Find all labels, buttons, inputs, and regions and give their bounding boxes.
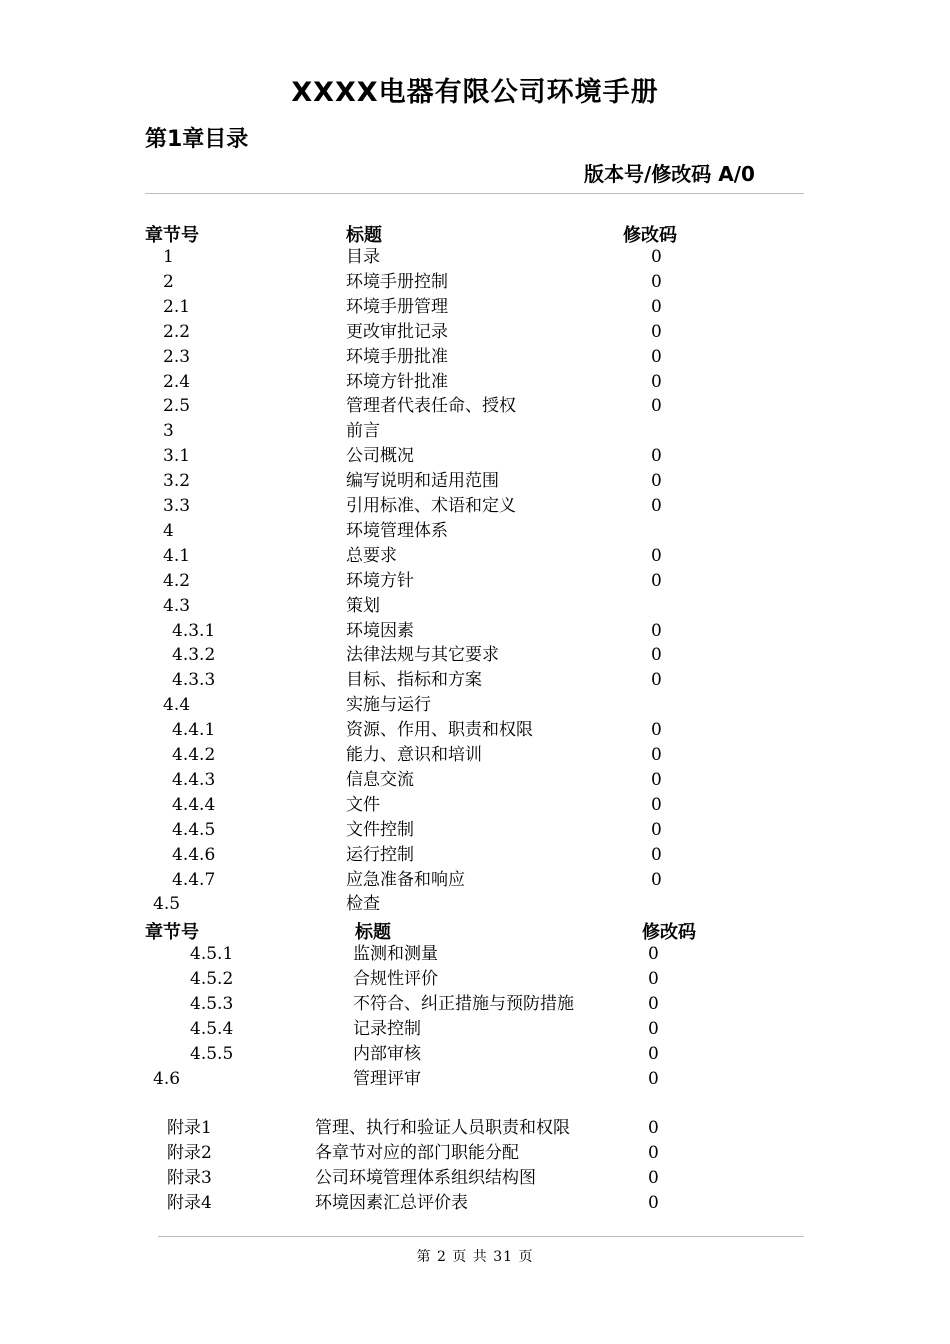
toc-row	[0, 245, 950, 270]
section-number: 4.5.4	[190, 1018, 234, 1039]
section-number: 2.1	[163, 296, 191, 317]
revision-code: 0	[651, 496, 662, 516]
revision-code: 0	[651, 570, 662, 591]
toc-row	[0, 494, 950, 519]
section-number: 4.3.2	[172, 645, 216, 666]
section-number: 4.1	[163, 545, 191, 566]
section-title: 公司环境管理体系组织结构图	[315, 1167, 536, 1188]
toc-row	[0, 569, 950, 594]
section-number: 4.5.1	[190, 944, 234, 964]
toc-row	[0, 544, 950, 569]
version-label: 版本号/修改码 A/0	[584, 162, 755, 186]
revision-code: 0	[651, 545, 662, 566]
section-title: 文件	[346, 794, 380, 815]
revision-code: 0	[648, 1167, 659, 1188]
revision-code: 0	[651, 446, 662, 467]
table-header-title: 标题	[346, 225, 382, 246]
toc-row	[0, 793, 950, 818]
section-number: 1	[163, 247, 174, 267]
toc-row	[0, 394, 950, 419]
section-title: 法律法规与其它要求	[346, 645, 499, 666]
revision-code: 0	[651, 620, 662, 641]
revision-code: 0	[648, 1043, 659, 1064]
table-header-num: 章节号	[145, 225, 199, 246]
revision-code: 0	[651, 247, 662, 267]
section-title: 应急准备和响应	[346, 869, 465, 890]
section-title: 环境方针批准	[346, 371, 448, 392]
toc-row	[0, 992, 950, 1017]
toc-row	[0, 345, 950, 370]
section-title: 实施与运行	[346, 695, 431, 716]
toc-row	[0, 320, 950, 345]
section-title: 不符合、纠正措施与预防措施	[353, 993, 574, 1014]
section-title: 管理评审	[353, 1068, 421, 1089]
toc-row	[0, 594, 950, 619]
document-title: XXXX电器有限公司环境手册	[291, 77, 659, 108]
section-number: 2.4	[163, 371, 191, 392]
section-title: 引用标准、术语和定义	[346, 496, 516, 516]
section-title: 监测和测量	[353, 944, 438, 964]
toc-row	[0, 519, 950, 544]
section-title: 各章节对应的部门职能分配	[315, 1142, 519, 1163]
section-number: 2.2	[163, 321, 191, 342]
revision-code: 0	[651, 745, 662, 765]
toc-row	[0, 942, 950, 967]
toc-row	[0, 693, 950, 718]
section-title: 内部审核	[353, 1043, 421, 1064]
section-number: 4.2	[163, 570, 191, 591]
table-header-rev: 修改码	[623, 225, 677, 246]
section-number: 3	[163, 421, 174, 442]
section-title: 环境手册批准	[346, 346, 448, 367]
section-number: 4.6	[153, 1068, 181, 1089]
revision-code: 0	[651, 670, 662, 691]
toc-row	[0, 768, 950, 793]
table-header-title-2: 标题	[355, 922, 391, 943]
revision-code: 0	[648, 1118, 659, 1138]
section-number: 2	[163, 271, 174, 292]
toc-row	[0, 892, 950, 917]
top-divider	[145, 193, 804, 194]
revision-code: 0	[651, 794, 662, 815]
toc-row	[0, 843, 950, 868]
section-title: 合规性评价	[353, 968, 438, 989]
section-title: 前言	[346, 421, 380, 442]
revision-code: 0	[651, 371, 662, 392]
section-title: 环境因素	[346, 620, 414, 641]
revision-code: 0	[651, 720, 662, 741]
section-number: 3.1	[163, 446, 191, 467]
toc-row	[0, 967, 950, 992]
section-number: 4.5.3	[190, 993, 234, 1014]
section-number: 4.4.7	[172, 869, 216, 890]
toc-row	[0, 1116, 950, 1141]
revision-code: 0	[648, 1018, 659, 1039]
toc-row	[0, 668, 950, 693]
toc-row	[0, 1067, 950, 1092]
section-title: 公司概况	[346, 446, 414, 467]
revision-code: 0	[648, 1068, 659, 1089]
section-number: 附录2	[167, 1142, 212, 1163]
section-number: 2.3	[163, 346, 191, 367]
section-number: 4.4.1	[172, 720, 216, 741]
toc-row	[0, 643, 950, 668]
section-number: 4.3.1	[172, 620, 216, 641]
section-number: 4.3.3	[172, 670, 216, 691]
revision-code: 0	[651, 471, 662, 492]
section-number: 4.4.4	[172, 794, 216, 815]
bottom-divider	[158, 1236, 804, 1237]
section-title: 更改审批记录	[346, 321, 448, 342]
toc-row	[0, 370, 950, 395]
toc-row	[0, 419, 950, 444]
section-number: 附录1	[167, 1118, 212, 1138]
revision-code: 0	[651, 645, 662, 666]
toc-row	[0, 270, 950, 295]
section-number: 4.4.5	[172, 819, 216, 840]
revision-code: 0	[651, 271, 662, 292]
section-title: 能力、意识和培训	[346, 745, 482, 765]
section-number: 4.4.3	[172, 769, 216, 790]
section-title: 目录	[346, 247, 380, 267]
toc-row	[0, 295, 950, 320]
section-number: 4.4	[163, 695, 191, 716]
section-number: 4.3	[163, 595, 191, 616]
toc-row	[0, 1042, 950, 1067]
revision-code: 0	[648, 1142, 659, 1163]
section-title: 记录控制	[353, 1018, 421, 1039]
toc-row	[0, 469, 950, 494]
section-title: 策划	[346, 595, 380, 616]
revision-code: 0	[648, 993, 659, 1014]
section-title: 环境手册管理	[346, 296, 448, 317]
revision-code: 0	[651, 321, 662, 342]
section-number: 4.4.2	[172, 745, 216, 765]
toc-row	[0, 718, 950, 743]
revision-code: 0	[651, 396, 662, 417]
toc-row	[0, 1141, 950, 1166]
section-title: 环境手册控制	[346, 271, 448, 292]
section-title: 信息交流	[346, 769, 414, 790]
section-title: 管理者代表任命、授权	[346, 396, 516, 417]
toc-row	[0, 619, 950, 644]
revision-code: 0	[651, 869, 662, 890]
section-number: 4.5.2	[190, 968, 234, 989]
toc-row	[0, 1191, 950, 1216]
section-number: 2.5	[163, 396, 191, 417]
section-title: 文件控制	[346, 819, 414, 840]
section-title: 资源、作用、职责和权限	[346, 720, 533, 741]
table-header-num-2: 章节号	[145, 922, 199, 943]
section-title: 运行控制	[346, 844, 414, 865]
section-number: 4.5	[153, 894, 181, 915]
revision-code: 0	[648, 968, 659, 989]
page-footer: 第 2 页 共 31 页	[416, 1249, 534, 1265]
section-title: 环境因素汇总评价表	[315, 1192, 468, 1213]
section-title: 编写说明和适用范围	[346, 471, 499, 492]
toc-row	[0, 1017, 950, 1042]
section-title: 检查	[346, 894, 380, 915]
section-number: 4.5.5	[190, 1043, 234, 1064]
section-title: 管理、执行和验证人员职责和权限	[315, 1118, 570, 1138]
revision-code: 0	[651, 296, 662, 317]
section-title: 总要求	[346, 545, 397, 566]
section-number: 附录4	[167, 1192, 212, 1213]
section-number: 4	[163, 520, 174, 541]
chapter-title: 第1章目录	[145, 127, 249, 152]
revision-code: 0	[648, 944, 659, 964]
toc-row	[0, 1166, 950, 1191]
revision-code: 0	[651, 819, 662, 840]
section-title: 目标、指标和方案	[346, 670, 482, 691]
section-number: 3.2	[163, 471, 191, 492]
revision-code: 0	[651, 844, 662, 865]
toc-row	[0, 868, 950, 893]
section-number: 3.3	[163, 496, 191, 516]
revision-code: 0	[648, 1192, 659, 1213]
section-number: 附录3	[167, 1167, 212, 1188]
revision-code: 0	[651, 769, 662, 790]
toc-row	[0, 444, 950, 469]
section-title: 环境方针	[346, 570, 414, 591]
revision-code: 0	[651, 346, 662, 367]
toc-row	[0, 743, 950, 768]
toc-row	[0, 818, 950, 843]
table-header-rev-2: 修改码	[642, 922, 696, 943]
section-title: 环境管理体系	[346, 520, 448, 541]
section-number: 4.4.6	[172, 844, 216, 865]
